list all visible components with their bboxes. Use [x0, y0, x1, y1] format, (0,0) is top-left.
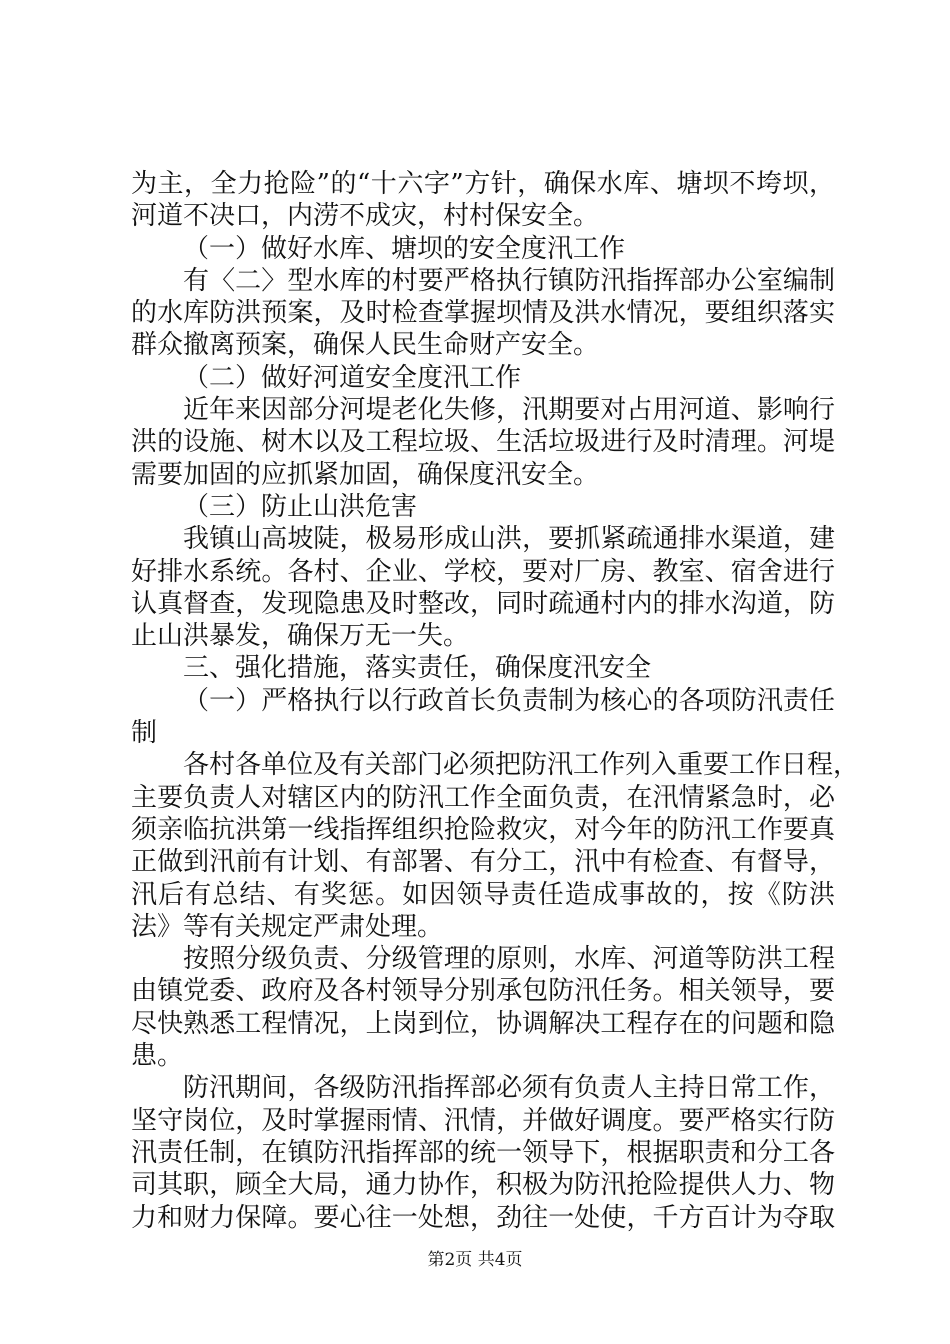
- text-line: 力和财力保障。要心往一处想，劲往一处使，千方百计为夺取: [131, 1202, 835, 1233]
- text-line: 患。: [131, 1041, 184, 1072]
- text-line: 近年来因部分河堤老化失修，汛期要对占用河道、影响行: [183, 395, 835, 426]
- text-line: 司其职，顾全大局，通力协作，积极为防汛抢险提供人力、物: [131, 1170, 835, 1201]
- text-line: 尽快熟悉工程情况，上岗到位，协调解决工程存在的问题和隐: [131, 1008, 835, 1039]
- text-line: 按照分级负责、分级管理的原则，水库、河道等防洪工程: [183, 944, 835, 975]
- text-line: 制: [131, 718, 158, 749]
- text-line: 坚守岗位，及时掌握雨情、汛情，并做好调度。要严格实行防: [131, 1105, 835, 1136]
- text-line: 我镇山高坡陡，极易形成山洪，要抓紧疏通排水渠道，建: [183, 524, 835, 555]
- text-line: 好排水系统。各村、企业、学校，要对厂房、教室、宿舍进行: [131, 556, 835, 587]
- text-line: 为主，全力抢险”的“十六字”方针，确保水库、塘坝不垮坝，: [131, 169, 835, 199]
- text-line: 三、强化措施，落实责任，确保度汛安全: [183, 653, 652, 684]
- text-line: 正做到汛前有计划、有部署、有分工，汛中有检查、有督导，: [131, 847, 835, 878]
- text-line: 由镇党委、政府及各村领导分别承包防汛任务。相关领导，要: [131, 976, 835, 1007]
- text-line: （三）防止山洪危害: [183, 491, 418, 522]
- text-line: 群众撤离预案，确保人民生命财产安全。: [131, 330, 600, 361]
- text-line: 河道不决口，内涝不成灾，村村保安全。: [131, 201, 600, 232]
- text-line: 认真督查，发现隐患及时整改，同时疏通村内的排水沟道，防: [131, 588, 835, 619]
- text-line: 主要负责人对辖区内的防汛工作全面负责，在汛情紧急时，必: [131, 782, 835, 813]
- text-line: （二）做好河道安全度汛工作: [183, 362, 522, 393]
- text-line: 的水库防洪预案，及时检查掌握坝情及洪水情况，要组织落实: [131, 298, 835, 329]
- text-line: 洪的设施、树木以及工程垃圾、生活垃圾进行及时清理。河堤: [131, 427, 835, 458]
- text-line: 须亲临抗洪第一线指挥组织抢险救灾，对今年的防汛工作要真: [131, 814, 835, 845]
- text-line: 汛后有总结、有奖惩。如因领导责任造成事故的，按《防洪: [131, 879, 835, 910]
- text-line: 汛责任制，在镇防汛指挥部的统一领导下，根据职责和分工各: [131, 1137, 835, 1168]
- text-line: 止山洪暴发，确保万无一失。: [131, 621, 470, 652]
- text-line: 有〈二〉型水库的村要严格执行镇防汛指挥部办公室编制: [183, 265, 835, 296]
- document-body: [131, 168, 860, 1234]
- text-line: 防汛期间，各级防汛指挥部必须有负责人主持日常工作，: [183, 1073, 835, 1104]
- page-footer: 第2页 共4页: [427, 1250, 523, 1270]
- text-line: 法》等有关规定严肃处理。: [131, 911, 444, 942]
- text-line: （一）做好水库、塘坝的安全度汛工作: [183, 233, 626, 264]
- text-line: 需要加固的应抓紧加固，确保度汛安全。: [131, 459, 600, 490]
- text-line: 各村各单位及有关部门必须把防汛工作列入重要工作日程，: [183, 750, 860, 781]
- text-line: （一）严格执行以行政首长负责制为核心的各项防汛责任: [183, 685, 835, 716]
